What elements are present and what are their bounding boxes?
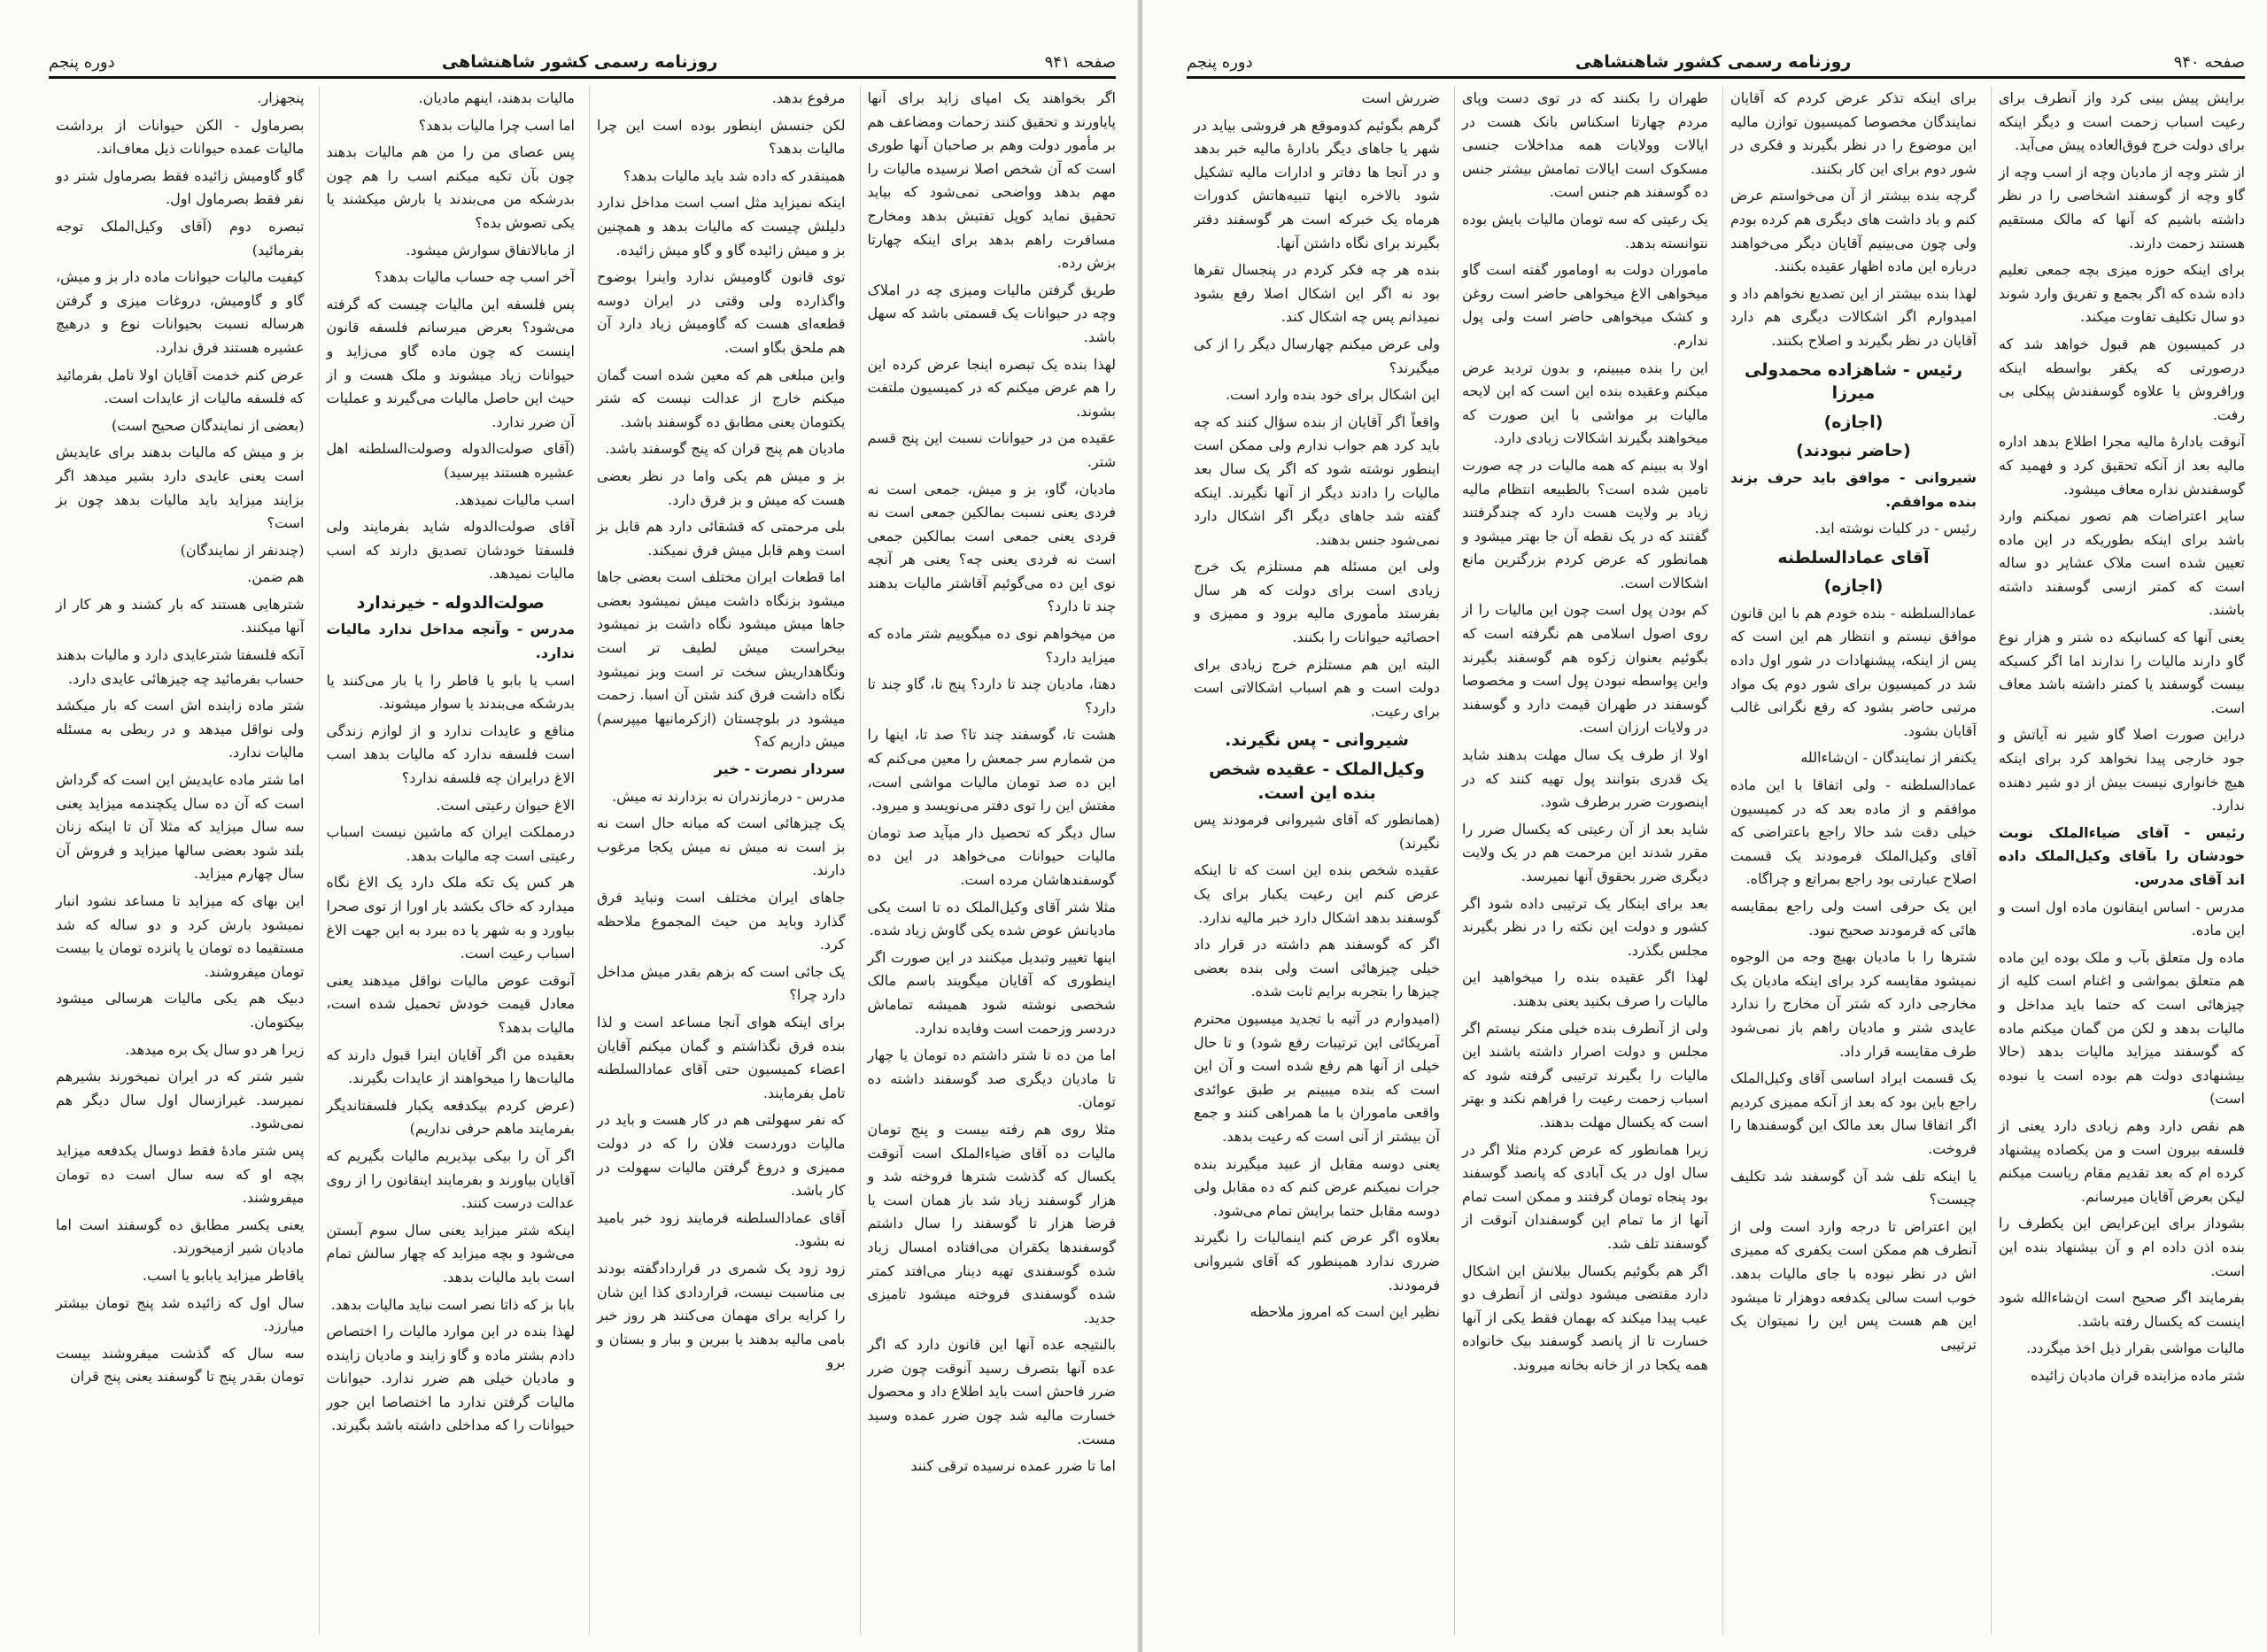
- paragraph: ولی از آنطرف بنده خیلی منکر نیستم اگر مجلس و دولت اصرار داشته باشند این مالیات را بگیرند ترتیبی گرفته شود که اسباب زحمت رعیت را فراهم نکند و بهتر است که یکسال مهلت بدهند.: [1462, 1019, 1708, 1131]
- right-page-header: [1187, 44, 2245, 80]
- paragraph: (عرض کردم بیکدفعه یکبار فلسفتاندیگر بفرمایند ماهم حرفی نداریم): [326, 1096, 575, 1138]
- right-page-column-4: [1187, 87, 1440, 1634]
- section-heading: شیروانی - پس نگیرند.: [1225, 730, 1409, 751]
- left-page-number: صفحه ۹۴۱: [1044, 52, 1116, 72]
- paragraph: طریق گرفتن مالیات ومیزی چه در املاک وچه در حیوانات یک قسمتی باشد که سهل باشد.: [867, 281, 1116, 345]
- paragraph: بشوداز برای این‌عرایض این یکطرف را بنده اذن داده ام و آن بیشنهاد بنده این است.: [1999, 1215, 2245, 1279]
- left-page-title: روزنامه رسمی کشور شاهنشاهی: [441, 52, 718, 72]
- paragraph: پس عصای من را من هم مالیات بدهند چون بآن تکیه میکنم اسب را هم چون بدرشکه من می‌بندند یا بارش میکشند یا یکی تصوش بده؟: [326, 143, 575, 231]
- paragraph: واقعاً اگر آقایان از بنده سؤال کنند که چه باید کرد هم جواب ندارم ولی ممکن است اینطور نوشته شود که اگر یک سال بعد مالیات را دادند دیگر از آنها نگیرند. اینکه گفته شد جاهای دیگر اگر اشکال دارد نمی‌شود جنس بدهند.: [1194, 413, 1440, 548]
- paragraph: برایش پیش بینی کرد واز آنطرف برای رعیت اسباب زحمت است و دیگر اینکه برای دولت خرج فوق‌العاده پیش می‌آید.: [1999, 89, 2245, 154]
- paragraph: گرهم بگوئیم کدوموقع هر فروشی بیاید در شهر یا جاهای دیگر بادارهٔ مالیه خبر بدهد و در آنجا ها دفاتر و ادارات مالیه تشکیل شود بالاخره اینها تنبیه‌هاتش کدورات هرماه یک خبرکه است هر گوسفند دفتر بگیرند برای نگاه داشتن آنها.: [1194, 116, 1440, 251]
- paragraph: شاید بعد از آن رعیتی که یکسال ضرر را مقرر شدند این مرحمت هم در یک ولایت دیگری ضرر بحقوق آنها نمیرسد.: [1462, 820, 1708, 884]
- left-page-column-1: [860, 87, 1117, 1634]
- paragraph: بفرمایند اگر صحیح است ان‌شاءالله شود اینست که یکسال رفته باشد.: [1999, 1289, 2245, 1330]
- paragraph: ماده ول متعلق بآب و ملک بوده این ماده هم متعلق بمواشی و اغنام است کلیه از چیزهائی است که حتما باید مداخل و مالیات بدهد و لکن من گمان میکنم ماده که گوسفند میزاید مالیات بدهد (حالا بیشنهادی دولت هم بوده است یا نبوده است): [1999, 948, 2245, 1108]
- paragraph: اگر بخواهند یک امپای زاید برای آنها پایاورند و تحقیق کنند زحمات ومضاعف هم بر مأمور دولت وهم بر صاحبان آنها طوری است که آن شخص اصلا نرسیده مالیات را مهم بدهد وواضحی نمی‌شود که بیاید تحقیق نماید کوپل تفتیش بدهد ومخارج مسافرت راهم بدهد برای اینکه چهارتا بزش رده.: [867, 89, 1116, 272]
- paragraph: آخر اسب چه حساب مالیات بدهد؟: [375, 268, 575, 286]
- paragraph: برای اینکه تذکر عرض کردم که آقایان نمایندگان مخصوصا کمیسیون توازن مالیه این موضوع را در نظر بگیرند و فکری در شور دوم برای این کار بکنند.: [1730, 89, 1977, 177]
- paragraph: یک رعیتی که سه تومان مالیات بایش بوده نتوانسته بدهد.: [1462, 210, 1708, 251]
- paragraph: اینکه نمیزاید مثل اسب است مداخل ندارد دلیلش چیست که مالیات بدهد و همچنین بز و میش زائیده گاو و گاو میش زائیده.: [597, 194, 846, 259]
- paragraph: این اشکال برای خود بنده وارد است.: [1225, 386, 1440, 404]
- paragraph: هر کس یک تکه ملک دارد یک الاغ نگاه میدارد که خاک بکشد بار اورا از توی صحرا بیاورد و به شهر یا ده ببرد به این جهت الاغ اسباب رعیت است.: [326, 874, 575, 962]
- paragraph: که نفر سهولتی هم در کار هست و باید در مالیات دوردست فلان را که در دولت ممیزی و دروغ گرفتن مالیات سهولت در کار باشد.: [597, 1111, 846, 1200]
- paragraph: یک قسمت ایراد اساسی آقای وکیل‌الملک راجع باین بود که بعد از آنکه ممیزی کردیم اگر اتفاقا سال بعد مالک این گوسفندها را فروخت.: [1730, 1069, 1977, 1157]
- paragraph: جاهای ایران مختلف است ونباید فرق گذارد وباید من حیث المجموع ملاحظه کرد.: [597, 889, 846, 953]
- paragraph: آنوقت بادارهٔ مالیه مجرا اطلاع بدهد اداره مالیه بعد از آنکه تحقیق کرد و فهمید که گوسفندش نداره معاف میشود.: [1999, 433, 2245, 498]
- paragraph: لهذا بنده در این موارد مالیات را اختصاص دادم بشتر ماده و گاو زایند و مادیان زاینده و مادیان خیلی هم ضرر ندارد. حیوانات مالیات گرفتن ندارد ما اختصاصا این جور حیوانات را که مداخلی داشته باشد بگیرند.: [326, 1323, 575, 1434]
- section-heading: (حاضر نبودند): [1796, 441, 1911, 461]
- paragraph: بعقیده من اگر آقایان اینرا قبول دارند که مالیات‌ها را میخواهند از عایدات بگیرند.: [326, 1046, 575, 1087]
- left-page-column-4: [49, 87, 305, 1634]
- paragraph: زیرا هر دو سال یک بره میدهد.: [125, 1040, 305, 1058]
- right-page: [1142, 0, 2267, 1652]
- paragraph: بز و میش که مالیات بدهند برای عایدیش است یعنی عایدی دارد بشیر میدهد اگر بزایند میزاید باید مالیات بدهد چون بز است؟: [56, 444, 305, 532]
- paragraph: اگر که گوسفند هم داشته در قرار داد خیلی چیزهائی است ولی بنده بعضی چیزها را بتجربه برایم ثابت شده.: [1194, 936, 1440, 1000]
- paragraph: شترهایی هستند که بار کشند و هر کار از آنها میکنند.: [56, 595, 305, 637]
- right-page-number: صفحه ۹۴۰: [2173, 52, 2245, 72]
- paragraph: مرفوع بدهد.: [771, 89, 846, 106]
- paragraph: عمادالسلطنه - بنده خودم هم با این قانون موافق نیستم و انتظار هم این است که پس از اینکه، پیشنهادات در شور اول داده شد در کمیسیون برای شور دوم یک مواد مرتبی حاضر بشود که رفع نگرانی غالب آقایان بشود.: [1730, 604, 1977, 739]
- paragraph: یک چیزهائی است که میانه حال است نه بز است نه میش نه میش یکجا مرغوب دارند.: [597, 814, 846, 879]
- paragraph: سال دیگر که تحصیل دار میآید صد تومان مالیات حیوانات می‌خواهد در این ده گوسفندهاشان مرده است.: [867, 823, 1116, 888]
- paragraph: (آقای صولت‌الدوله وصولت‌السلطنه اهل عشیره هستند بپرسید): [326, 440, 575, 481]
- paragraph: آنکه فلسفتا شترعایدی دارد و مالیات بدهند حساب بفرمائید چه چیزهائی عایدی دارد.: [56, 646, 305, 687]
- paragraph: ولی این مسئله هم مستلزم یک خرج زیادی است برای دولت که هر سال بفرستد مأموری مالیه برود و ممیزی و احصائیه حیوانات را بکنند.: [1194, 558, 1440, 646]
- paragraph: مالیات مواشی بقرار ذیل اخذ میگردد.: [2026, 1339, 2245, 1357]
- paragraph: یعنی آنها که کسانیکه ده شتر و هزار نوع گاو دارند مالیات را ندارند اما اگر کسیکه بیست گوسفند یا کمتر داشته باشد معاف است.: [1999, 629, 2245, 716]
- paragraph: الاغ حیوان رعیتی است.: [436, 796, 575, 814]
- paragraph: کیفیت مالیات حیوانات ماده دار بز و میش، گاو و گاومیش، دروغات میزی و گرفتن هرساله نسبت بحیوانات نوع و درهیچ عشیره هستند فرق ندارد.: [56, 268, 305, 356]
- paragraph: اما تا ضرر عمده نرسیده ترقی کنند: [910, 1457, 1116, 1475]
- right-page-period: دوره پنجم: [1187, 52, 1253, 72]
- paragraph: (همانطور که آقای شیروانی فرمودند پس نگیرند): [1194, 811, 1440, 852]
- paragraph: شیروانی - موافق باید حرف بزند بنده موافقم.: [1730, 468, 1977, 510]
- paragraph: برای اینکه هوای آنجا مساعد است و لذا بنده فرق نگذاشتم و گمان میکنم آقایان اعضاء کمیسیون حتی آقای عمادالسلطنه تامل بفرمایند.: [597, 1013, 846, 1101]
- right-header-rule: [1187, 76, 2245, 79]
- paragraph: آنوقت عوض مالیات نواقل میدهند یعنی معادل قیمت خودش تحمیل شده است، مالیات بدهد؟: [326, 971, 575, 1036]
- paragraph: کم بودن پول است چون این مالیات را از روی اصول اسلامی هم نگرفته است که بگوئیم بعنوان زکوه هم گوسفند بگیرند واین پواسطه نبودن پول است و مخصوصا گوسفند در طهران قیمت دارد و گوسفند در ولایات ارزان است.: [1462, 601, 1708, 737]
- paragraph: ماموران دولت به اومامور گفته است گاو میخواهی الاغ میخواهی حاضر است روغن و کشک میخواهی حاضر است ولی پول ندارم.: [1462, 261, 1708, 349]
- paragraph: آقای عمادالسلطنه فرمایند زود خبر بامید نه بشود.: [597, 1208, 846, 1250]
- paragraph: لکن جنسش اینطور بوده است این چرا مالیات بدهد؟: [597, 116, 846, 158]
- paragraph: این اعتراض تا درجه وارد است ولی از آنطرف هم ممکن است یکفری که ممیزی اش در نظر نبوده با جای مالیات بدهد. خوب است سالی یکدفعه دوهزار تا میشود این هم هست پس این را نمیتوان یک ترتیبی: [1730, 1217, 1977, 1353]
- right-page-column-2: [1722, 87, 1977, 1634]
- paragraph: اسب مالیات نمیدهد.: [454, 490, 575, 508]
- paragraph: شتر ماده زاینده اش است که بار میکشد ولی نواقل میدهد و در ربطی به مسئله مالیات ندارد.: [56, 697, 305, 761]
- paragraph: اینها تغییر وتبدیل میکنند در این صورت اگر اینطوری که آقایان میگویند باسم مالک شخصی نوشته شود همیشه تماماش دردسر وزحمت است وفایده ندارد.: [867, 948, 1116, 1037]
- paragraph: گرچه بنده بیشتر از آن می‌خواستم عرض کنم و باد داشت های دیگری هم کرده بودم ولی چون می‌بینیم آقایان دیگر می‌خواهند درباره این ماده اظهار عقیده بکنند.: [1730, 187, 1977, 275]
- paragraph: اما شتر ماده عایدیش این است که گرداش است که آن ده سال یکچندمه میزاید یعنی سه سال میزاید که مثلا آن تا اینکه زنان بلند شود بعضی سالها میزاید و فروش آن سال چهارم میزاید.: [56, 771, 305, 883]
- paragraph: طهران را بکنند که در توی دست وپای مردم چهارتا اسکناس بانک هست در ایالات وولایات همه مداخلات جنسی مسکوک است ایالات تمامش بیشتر جنس ده گوسفند هم جنس است.: [1462, 89, 1708, 201]
- paragraph: عمادالسلطنه - ولی اتفاقا با این ماده موافقم و از ماده بعد که در کمیسیون خیلی دقت شد حالا راجع باعتراضی که آقای وکیل‌الملک فرمودند یک قسمت اصلاح عبارتی بود راجع بمراتع و چراگاه.: [1730, 776, 1977, 888]
- paragraph: البته این هم مستلزم خرج زیادی برای دولت است و هم اسباب اشکالاتی است برای رعیت.: [1194, 655, 1440, 720]
- paragraph: اگر هم بگوئیم یکسال بیلانش این اشکال دارد مقتضی میشود دولتی از آنطرف دو عیب پیدا میکند که بهمان فقط یکی از آنها خسارت تا از پانصد گوسفند بیک خانواده همه یکجا در از خانه بخانه میروند.: [1462, 1262, 1708, 1373]
- paragraph: از شتر وچه از مادیان وچه از اسب وچه از گاو وچه از گوسفند اشخاصی را در نظر داشته باشیم که آنها که مالک مستقیم هستند زحمت دارند.: [1999, 163, 2245, 251]
- paragraph: (چندنفر از نمایندگان): [180, 541, 305, 559]
- paragraph: زود زود یک شمری در قراردادگفته بودند بی مناسبت نیست، قراردادی کذا این شان را کرایه برای مهمان می‌کنند هر روز خبر بامی مالیه بدهند یا ببرین و ببار و بستان و برو: [597, 1259, 846, 1371]
- paragraph: مدرس - اساس اینقانون ماده اول است و این ماده.: [1999, 898, 2245, 939]
- paragraph: مدرس - درمازندران نه بزدارند نه میش.: [612, 787, 846, 805]
- right-page-title: روزنامه رسمی کشور شاهنشاهی: [1575, 52, 1852, 72]
- paragraph: بلی مرحمتی که قشقائی دارد هم قابل بز است وهم قابل میش فرق نمیکند.: [597, 518, 846, 559]
- paragraph: پس شتر مادهٔ فقط دوسال یکدفعه میزاید بچه او که سه سال است ده تومان میفروشند.: [56, 1141, 305, 1207]
- right-page-column-3: [1454, 87, 1708, 1634]
- paragraph: اما من ده تا شتر داشتم ده تومان یا چهار تا مادیان دیگری صد گوسفند داشته ده تومان.: [867, 1046, 1116, 1111]
- paragraph: رئیس - آقای ضیاءالملک نوبت خودشان را بآقای وکیل‌الملک داده اند آقای مدرس.: [1999, 823, 2245, 888]
- paragraph: این را بنده میبینم، و بدون تردید عرض میکنم وعقیده بنده این است که این لایحه مالیات بر مواشی با این صورت که میخواهند بگیرند اشکالات زیادی دارد.: [1462, 359, 1708, 447]
- paragraph: اولا از طرف یک سال مهلت بدهند شاید یک قدری بتوانند پول تهیه کنند که در اینصورت ضرر برطرف شود.: [1462, 746, 1708, 811]
- paragraph: (امیدوارم در آتیه با تجدید میسیون محترم آمریکائی این ترتیبات رفع شود) و تا حال خیلی از آنها هم رفع شده است و آن این است که بنده میبینم بر طبق عوائدی واقعی ماموران با ما همراهی کنند و جمع آن بیشتر از آنی است که رعیت بدهد.: [1194, 1009, 1440, 1145]
- paragraph: یاقاطر میزاید یابابو یا اسب.: [142, 1266, 305, 1284]
- right-page-column-1: [1991, 87, 2245, 1634]
- paragraph: اولا به ببینم که همه مالیات در چه صورت تامین شده است؟ بالطبیعه انتظام مالیه زیاد بر ولایت هست دارد که چندگرفتند گفتند که در یک نقطه آن جا بهتر میشود و همانطور که عرض کردم بزرگترین مانع اشکالات است.: [1462, 456, 1708, 591]
- paragraph: آقای صولت‌الدوله شاید بفرمایند ولی فلسفتا خودشان تصدیق دارند که اسب مالیات نمیدهد.: [326, 518, 575, 583]
- left-page-period: دوره پنجم: [49, 52, 115, 72]
- paragraph: اسب یا بابو یا قاطر را یا بار می‌کنند یا بدرشکه می‌بندند یا سوار میشوند.: [326, 671, 575, 713]
- paragraph: من میخواهم نوی ده میگوییم شتر ماده که میزاید دارد؟: [867, 625, 1116, 666]
- paragraph: در کمیسیون هم قبول خواهد شد که درصورتی که یکفر بواسطه اینکه ورافروش یا علاوه گوسفندش پیکلی بی رفت.: [1999, 335, 2245, 423]
- paragraph: لهذا بنده یک تبصره اینجا عرض کرده این را هم عرض میکنم که در کمیسیون ملتفت بشوند.: [867, 355, 1116, 420]
- paragraph: زیرا همانطور که عرض کردم مثلا اگر در سال اول در یک آبادی که پانصد گوسفند بود پنجاه تومان گرفتند و ممکن است تمام آنها از ما تمام این گوسفندان آنوقت از گوسفند تلف شد.: [1462, 1140, 1708, 1252]
- paragraph: درمملکت ایران که ماشین نیست اسباب رعیتی است چه مالیات بدهد.: [326, 823, 575, 864]
- section-heading: آقای عمادالسلطنه: [1777, 547, 1930, 567]
- paragraph: این بهای که میزاید تا مساعد نشود انبار نمیشود بارش کرد و دو ساله که شد مستقیما ده تومان یا پانزده تومان یا بیست تومان میفروشند.: [56, 892, 305, 980]
- paragraph: شترها را با مادیان بهیچ وجه من الوجوه نمیشود مقایسه کرد برای اینکه مادیان یک مخارجی دارد که شتر آن مخارج را ندارد عایدی شتر و مادیان راهم باز نمی‌شود طرف مقایسه قرار داد.: [1730, 948, 1977, 1060]
- paragraph: گاو گاومیش زائیده فقط بصرماول شتر دو نفر فقط بصرماول اول.: [56, 166, 305, 208]
- paragraph: هم نقص دارد وهم زیادی دارد یعنی از فلسفه بیرون است و من یکصاده پیشنهاد کرده ام که بعد تقدیم مقام ریاست میکنم لیکن بعرض آقایان میرسانم.: [1999, 1116, 2245, 1205]
- paragraph: واین مبلغی هم که معین شده است گمان میکنم خارج از عدالت نیست که شتر یکتومان یعنی مطابق ده گوسفند باشد.: [597, 366, 846, 430]
- paragraph: اینکه شتر میزاید یعنی سال سوم آبستن می‌شود و بچه میزاید که چهار سالش تمام است باید مالیات بدهد.: [326, 1221, 575, 1285]
- paragraph: عقیده شخص بنده این است که تا اینکه عرض کنم این رعیت یکبار برای یک گوسفند بدهد اشکال دارد خبر مالیه ندارد.: [1194, 861, 1440, 926]
- paragraph: مدرس - وآنچه مداخل ندارد مالیات ندارد.: [326, 621, 575, 662]
- section-heading: (اجازه): [1823, 412, 1884, 432]
- paragraph: مالیات بدهند، اینهم مادیان.: [418, 89, 575, 106]
- paragraph: یعنی یکسر مطابق ده گوسفند است اما مادیان شیر ازمیخورند.: [56, 1216, 305, 1257]
- paragraph: مثلا شتر آقای وکیل‌الملک ده تا است یکی مادیانش عوض شده یکی گاوش زیاد شده.: [867, 898, 1116, 939]
- section-heading: صولت‌الدوله - خیرندارد: [356, 592, 545, 613]
- paragraph: پس فلسفه این مالیات چیست که گرفته می‌شود؟ بعرض میرسانم فلسفه قانون اینست که چون ماده گاو می‌زاید و حیوانات زیاد میشوند و ملک هست و از حیث این حاصل مالیات می‌گیرند و عملیات آن ضرر ندارد.: [326, 295, 575, 430]
- paragraph: اما قطعات ایران مختلف است بعضی جاها میشود بزنگاه داشت میش نمیشود بعضی جاها میش میشود نگاه داشت بز نمیشود بیخراست میش لطیف تر است ونگاهداریش سخت تر است وبز نمیشود نگاه داشت فرق کند شتن آن اسبا. زحمت میشود در بلوچستان (ازکرمانیها میپرسم) میش داریم که؟: [597, 568, 846, 751]
- paragraph: شتر ماده مزاینده قران مادیان زائیده: [2031, 1366, 2245, 1384]
- left-page-column-3: [319, 87, 576, 1634]
- paragraph: رئیس - در کلیات نوشته اید.: [1814, 520, 1977, 537]
- paragraph: یکنفر از نمایندگان - ان‌شاءالله: [1800, 749, 1977, 767]
- paragraph: یعنی دوسه مقابل از عبید میگیرند بنده جرات نمیکنم عرض کنم که ده مقابل ولی دوسه مقابل حتما برایش تمام می‌شود.: [1194, 1154, 1440, 1219]
- paragraph: این یک حرفی است ولی راجع بمقایسه هائی که فرمودند صحیح نبود.: [1730, 898, 1977, 938]
- paragraph: از مابالاتفاق سوارش میشود.: [406, 241, 575, 259]
- paragraph: همینقدر که داده شد باید مالیات بدهد؟: [623, 166, 846, 184]
- left-page-column-2: [589, 87, 846, 1634]
- left-header-rule: [49, 76, 1116, 79]
- paragraph: لهذا اگر عقیده بنده را میخواهید این مالیات را صرف بکنید یعنی بدهند.: [1462, 969, 1708, 1009]
- paragraph: بالنتیجه عده آنها این قانون دارد که اگر عده آنها بتصرف رسید آنوقت چون ضرر ضرر فاحش است باید اطلاع داد و محصول خسارت مالیه شد چون ضرر عمده وسید مست.: [867, 1336, 1116, 1447]
- paragraph: مادیان، گاو، بز و میش، جمعی است نه فردی یعنی نسبت بمالکین جمعی است نه فردی یعنی جمعی است بمالکین جمعی است نه فردی یعنی چه؟ یعنی هر آنچه نوی این ده می‌گوئیم آقاشتر مالیات بدهند چند تا دارد؟: [867, 480, 1116, 615]
- paragraph: بعلاوه اگر عرض کنم اینمالیات را نگیرند ضرری ندارد همینطور که آقای شیروانی فرمودند.: [1194, 1229, 1440, 1293]
- left-page-header: [49, 44, 1116, 80]
- paragraph: توی قانون گاومیش ندارد واینرا بوضوح واگذارده ولی وقتی در ایران دوسه قطعه‌ای هست که گاومیش زیاد دارد آن هم ملحق بگاو است.: [597, 268, 846, 356]
- paragraph: بابا بز که ذاتا نصر است نباید مالیات بدهد.: [330, 1295, 575, 1313]
- paragraph: (بعضی از نمایندگان صحیح است): [111, 416, 305, 434]
- paragraph: بنده هر چه فکر کردم در پنجسال تقرها بود نه اگر این اشکال اصلا رفع بشود نمیدانم پس چه اشکال کند.: [1194, 261, 1440, 326]
- paragraph: یا اینکه تلف شد آن گوسفند شد تکلیف چیست؟: [1730, 1167, 1977, 1208]
- section-heading: رئیس - شاهزاده محمدولی میرزا: [1744, 359, 1963, 404]
- paragraph: بز و میش هم یکی واما در نظر بعضی هست که میش و بز فرق دارد.: [597, 467, 846, 508]
- paragraph: هشت تا، گوسفند چند تا؟ صد تا، اینها را من شمارم سر جمعش را معین می‌کنم که این ده صد تومان مالیات مواشی است، مفتش این را توی دفتر می‌نویسد و میرود.: [867, 726, 1116, 814]
- paragraph: پنجهزار.: [257, 89, 305, 106]
- paragraph: برای اینکه حوزه میزی بچه جمعی تعلیم داده شده که اگر بجمع و تفریق وارد شوند دو سال تکلیف تفاوت میکند.: [1999, 261, 2245, 326]
- paragraph: لهذا بنده بیشتر از این تصدیع نخواهم داد و امیدوارم اگر اشکالات دیگری هم دارد آقایان در نظر بگیرند و اصلاح بکنند.: [1730, 284, 1977, 349]
- paragraph: دراین صورت اصلا گاو شیر نه آیاتش و جود خارجی پیدا نخواهد کرد برای اینکه هیچ خانواری نیست بیش از دو شیر دهنده ندارد.: [1999, 726, 2245, 814]
- left-page-columns: [49, 87, 1116, 1634]
- paragraph: ولی عرض میکنم چهارسال دیگر را از کی میگیرند؟: [1194, 335, 1440, 376]
- paragraph: ضررش است: [1361, 89, 1440, 106]
- paragraph: هم ضمن.: [247, 568, 305, 586]
- paragraph: تبصره دوم (آقای وکیل‌الملک توجه بفرمائید): [56, 217, 305, 259]
- paragraph: نظیر این است که امروز ملاحظه: [1250, 1303, 1440, 1321]
- paragraph: منافع و عایدات ندارد و از لوازم زندگی است فلسفه ندارد که مالیات بدهد اسب الاغ درایران چه فلسفه ندارد؟: [326, 722, 575, 787]
- right-page-columns: [1187, 87, 2245, 1634]
- paragraph: اگر آن را بیکی بپذیریم مالیات بگیریم که آقایان بیاورند و بفرمایند اینقانون را از روی عدالت درست کنند.: [326, 1146, 575, 1212]
- section-heading: وکیل‌الملک - عقیده شخص بنده این است.: [1209, 760, 1425, 803]
- paragraph: عرض کنم خدمت آقایان اولا تامل بفرمائید که فلسفه مالیات از عایدات است.: [56, 366, 305, 407]
- paragraph: سال اول که زائیده شد پنج تومان بیشتر میارزد.: [56, 1293, 305, 1335]
- paragraph: بصرماول - الکن حیوانات از برداشت مالیات عمده حیوانات ذیل معاف‌اند.: [56, 116, 305, 158]
- section-heading: (اجازه): [1823, 576, 1884, 597]
- paragraph: بعد برای اینکار یک ترتیبی داده شود اگر کشور و دولت این نکته را در نظر بگیرند مجلس بگذرد.: [1462, 894, 1708, 959]
- paragraph: اما اسب چرا مالیات بدهد؟: [418, 116, 575, 134]
- paragraph: یک جائی است که بزهم بقدر میش مداخل دارد چرا؟: [597, 962, 846, 1004]
- paragraph: سردار نصرت - خیر: [714, 760, 846, 778]
- paragraph: دهتا، مادیان چند تا دارد؟ پنج تا، گاو چند تا دارد؟: [867, 675, 1116, 716]
- paragraph: مادیان هم پنج قران که پنج گوسفند باشد.: [605, 440, 846, 458]
- paragraph: مثلا روی هم رفته بیست و پنج تومان مالیات ده آقای ضیاءالملک است آنوقت یکسال که گذشت شترها فروخته شد و هزار گوسفند زیاد شد باز همان است یا فرضا هزار تا گوسفند را سال داشتم گوسفندها یکقران می‌افتاده امسال زیاد شده گوسفندی تهیه دینار می‌افتد کمتر شده گوسفندی فروخته میشود تامیزی جدید.: [867, 1120, 1116, 1326]
- paragraph: شیر شتر که در ایران نمیخورند بشیرهم نمیرسد. غیرازسال اول سال دیگر هم نمی‌شود.: [56, 1068, 305, 1132]
- paragraph: عقیده من در حیوانات نسبت این پنج قسم شتر.: [867, 429, 1116, 470]
- paragraph: سه سال که گذشت میفروشند بیست تومان بقدر پنج تا گوسفند یعنی پنج قران: [56, 1344, 305, 1386]
- paragraph: سایر اعتراضات هم تصور نمیکنم وارد باشد برای اینکه بطوریکه در این ماده تعیین شده است ملاک عشایر دو ساله است که کمتر ازسی گوسفند داشته باشند.: [1999, 507, 2245, 619]
- paragraph: دبیک هم یکی مالیات هرسالی میشود بیکتومان.: [56, 990, 305, 1031]
